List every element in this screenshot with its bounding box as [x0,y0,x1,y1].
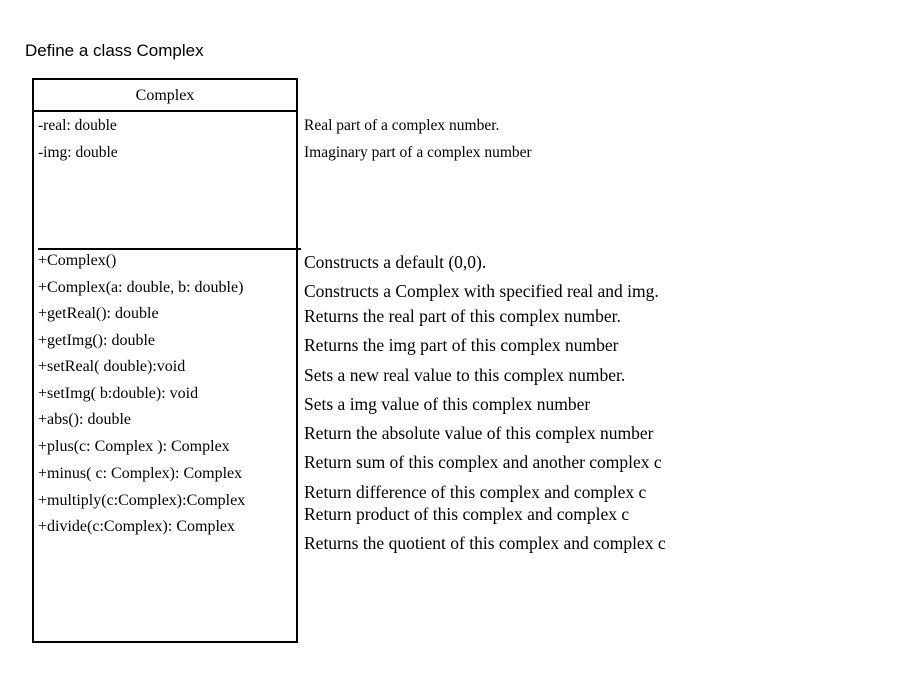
method-description: Sets a img value of this complex number [304,394,591,414]
uml-method: +setReal( double):void [38,358,186,375]
method-description: Return the absolute value of this complex number [304,423,654,443]
uml-method: +Complex() [38,252,117,269]
method-description: Return product of this complex and complex c [304,504,630,524]
uml-attribute: -real: double [38,117,117,134]
uml-method: +getReal(): double [38,305,159,322]
method-description: Return difference of this complex and complex c [304,482,647,502]
uml-class-name: Complex [34,80,296,112]
uml-method: +divide(c:Complex): Complex [38,518,235,535]
method-description: Constructs a default (0,0). [304,252,487,272]
method-description: Constructs a Complex with specified real and img. [304,281,659,301]
uml-method: +setImg( b:double): void [38,385,199,402]
method-description: Returns the quotient of this complex and complex c [304,533,666,553]
method-description: Returns the img part of this complex number [304,335,619,355]
attribute-description: Imaginary part of a complex number [304,144,532,161]
method-description: Sets a new real value to this complex number. [304,365,626,385]
method-description: Return sum of this complex and another complex c [304,452,662,472]
uml-methods-divider [38,248,301,250]
uml-method: +multiply(c:Complex):Complex [38,492,246,509]
uml-method: +abs(): double [38,411,131,428]
page-heading: Define a class Complex [25,41,204,60]
uml-method: +minus( c: Complex): Complex [38,465,243,482]
uml-method: +Complex(a: double, b: double) [38,279,244,296]
uml-method: +getImg(): double [38,332,155,349]
uml-attribute: -img: double [38,144,118,161]
attribute-description: Real part of a complex number. [304,117,500,134]
method-description: Returns the real part of this complex number. [304,306,621,326]
uml-method: +plus(c: Complex ): Complex [38,438,230,455]
